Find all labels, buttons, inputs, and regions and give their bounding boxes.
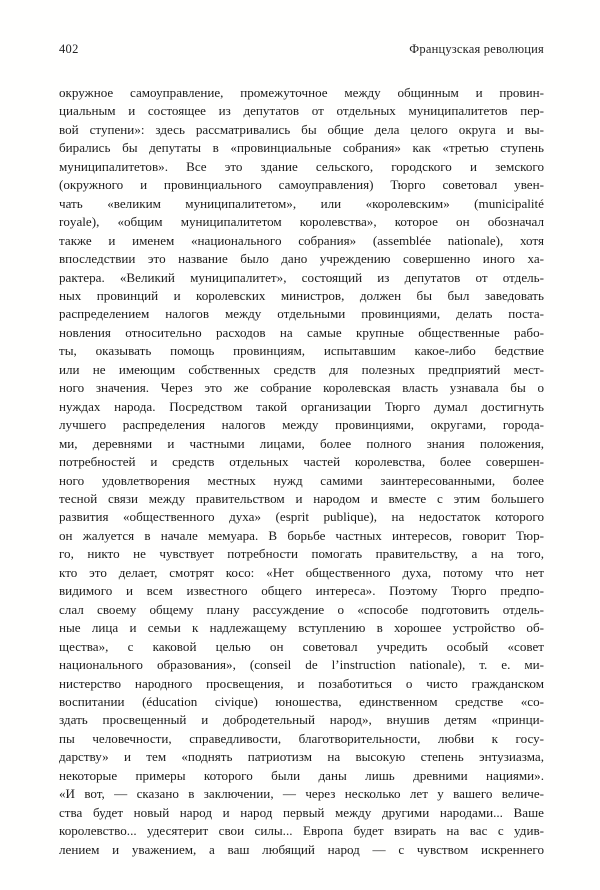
running-title: Французская революция: [409, 42, 544, 56]
text-line: циальным и состоящее из депутатов от отдельных муниципалитетов пер-: [59, 103, 544, 119]
text-line: ные лица и семьи к надлежащему вступлению в хорошее устройство об-: [59, 620, 544, 636]
text-line: ного удовлетворения местных нужд самими заинтересованными, более: [59, 472, 544, 488]
text-line: развития «общественного духа» (esprit publique), на недостаток которого: [59, 509, 544, 525]
text-line: ты, оказывать помощь провинциям, испытавшим какое-либо бедствие: [59, 343, 544, 359]
text-line: тесной связи между правительством и народом и вместе с этим большего: [59, 490, 544, 506]
text-line: рактера. «Великий муниципалитет», состоящий из депутатов от отдель-: [59, 269, 544, 285]
text-line: также и именем «национального собрания» (assemblée nationale), хотя: [59, 232, 544, 248]
text-line: воспитании (éducation civique) юношества, единственном средстве «со-: [59, 693, 544, 709]
text-line: пы человечности, справедливости, благотворительности, любви к госу-: [59, 730, 544, 746]
text-line: вой ступени»: здесь рассматривались бы общие дела целого округа и вы-: [59, 121, 544, 137]
text-line: (окружного и провинциального самоуправления) Тюрго советовал увен-: [59, 177, 544, 193]
body-text: [59, 84, 544, 859]
text-line: он жалуется в начале мемуара. В борьбе частных интересов, говорит Тюр-: [59, 527, 544, 543]
text-line: новления относительно расходов на самые крупные общественные рабо-: [59, 324, 544, 340]
text-line: «И вот, — сказано в заключении, — через несколько лет у вашего величе-: [59, 786, 544, 802]
text-line: ных провинций и королевских министров, должен бы был заведовать: [59, 287, 544, 303]
text-line: бирались бы депутаты в «провинциальные собрания» как «третью ступень: [59, 140, 544, 156]
text-line: дарству» и тем «поднять патриотизм на высокую степень энтузиазма,: [59, 749, 544, 765]
text-line: го, никто не чувствует потребности помогать правительству, а на того,: [59, 546, 544, 562]
text-line: окружное самоуправление, промежуточное между общинным и провин-: [59, 85, 544, 100]
text-line: нуждах народа. Посредством такой организации Тюрго думал достигнуть: [59, 398, 544, 414]
text-line: кто это делает, смотрят косо: «Нет общественного духа, потому что нет: [59, 564, 544, 580]
text-line: нистерство народного просвещения, и позаботиться о чисто гражданском: [59, 675, 544, 691]
text-line: некоторые примеры которого были даны лишь древними нациями».: [59, 767, 544, 783]
text-line: впоследствии это название было дано учреждению совершенно иного ха-: [59, 251, 544, 267]
text-line: ства будет новый народ и народ первый между другими народами... Ваше: [59, 804, 544, 820]
text-line: видимого и всем известного общего интереса». Поэтому Тюрго предпо-: [59, 583, 544, 599]
text-line: муниципалитетов». Все это здание сельского, городского и земского: [59, 158, 544, 174]
text-line: или не имеющим собственных средств для полезных предприятий мест-: [59, 361, 544, 377]
text-line: royale), «общим муниципалитетом королевства», которое он обозначал: [59, 214, 544, 230]
text-line: щества», с каковой целью он советовал учредить особый «совет: [59, 638, 544, 654]
text-line: чать «великим муниципалитетом», или «королевским» (municipalité: [59, 195, 544, 211]
text-line: потребностей и средств отдельных частей королевства, более совершен-: [59, 454, 544, 470]
page-number: 402: [59, 42, 79, 56]
text-line: ми, деревнями и частными лицами, более полного знания положения,: [59, 435, 544, 451]
text-line: распределением налогов между отдельными провинциями, делать поста-: [59, 306, 544, 322]
text-line: королевство... удесятерит свои силы... Европа будет взирать на вас с удив-: [59, 823, 544, 839]
text-line: здать просвещенный и добродетельный народ», внушив детям «принци-: [59, 712, 544, 728]
text-line: ного значения. Через это же собрание королевская власть узнавала бы о: [59, 380, 544, 396]
text-line: лучшего распределения налогов между провинциями, округами, города-: [59, 417, 544, 433]
text-line: слал своему общему плану рассуждение о «способе подготовить отдель-: [59, 601, 544, 617]
page-header: [59, 42, 544, 56]
text-line: лением и уважением, а ваш любящий народ — с чувством искреннего: [59, 841, 544, 857]
text-line: национального образования», (conseil de l’instruction nationale), т. е. ми-: [59, 657, 544, 673]
